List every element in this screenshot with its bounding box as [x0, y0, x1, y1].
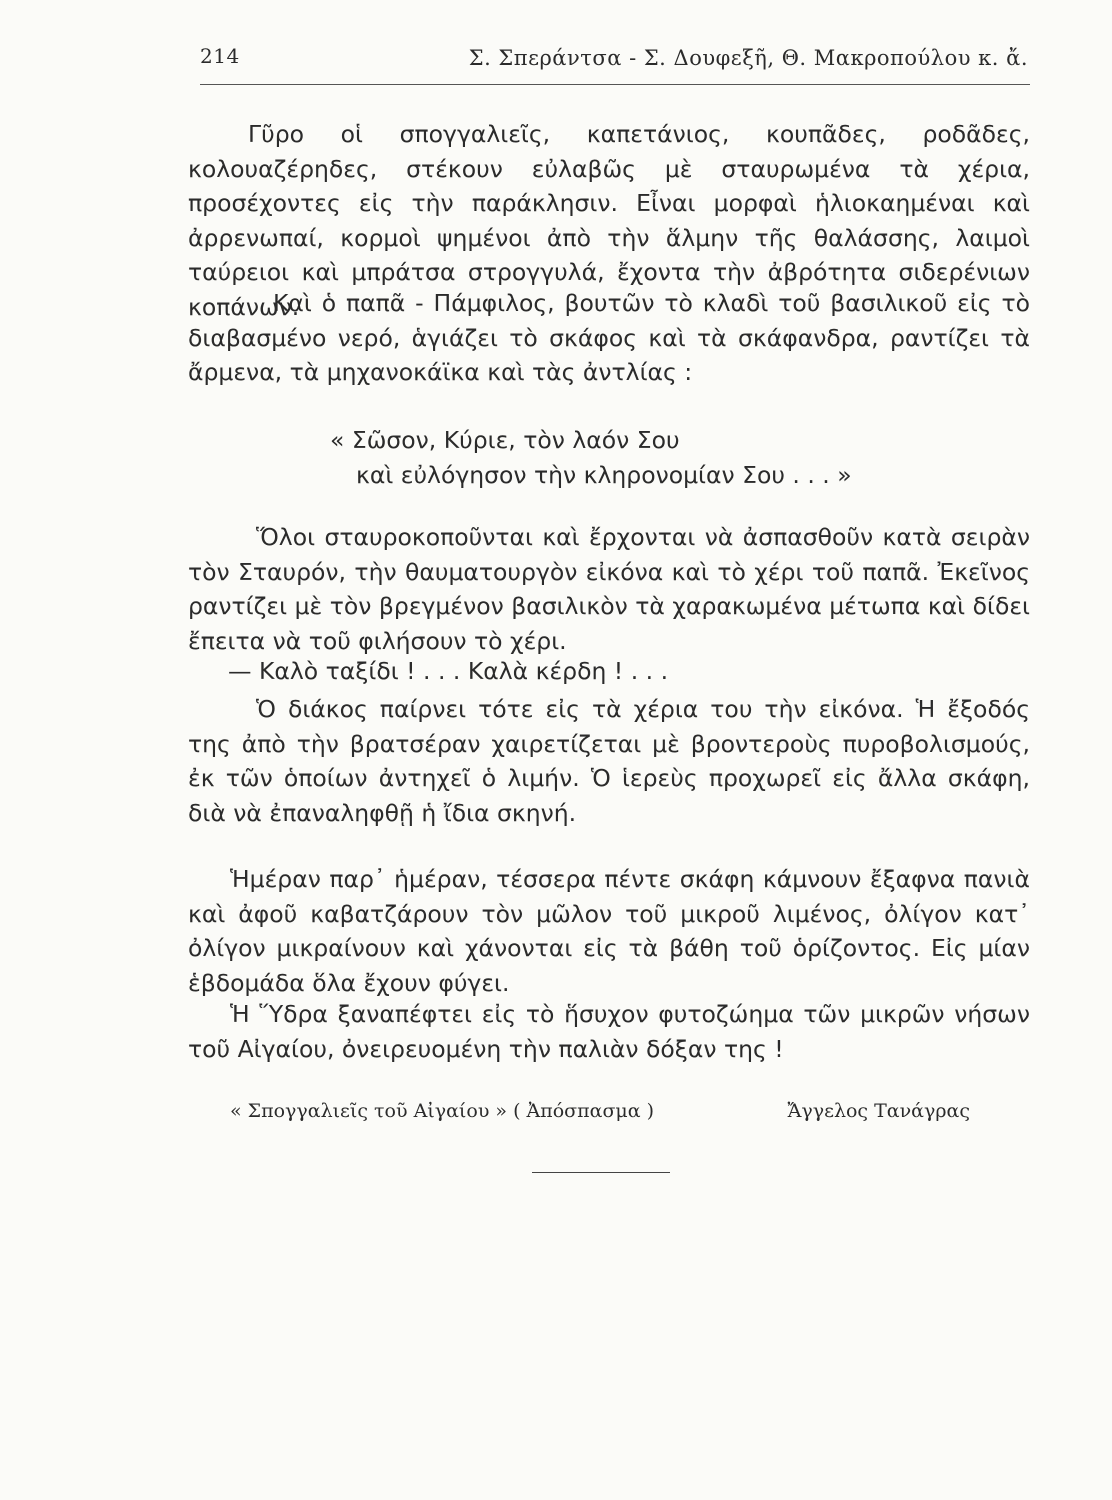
source-citation — [230, 1100, 970, 1134]
paragraph-departure: Ἡμέραν παρ᾿ ἡμέραν, τέσσερα πέντε σκάφη κάμνουν ἔξαφνα πανιὰ καὶ ἀφοῦ καβατζάρουν τὸν μῶλον τοῦ μικροῦ λιμένος, ὀλίγον κατ᾿ ὀλίγον μικραίνουν καὶ χάνονται εἰς τὰ βάθη τοῦ ὁρίζοντος. Εἰς μίαν ἑβδομάδα ὅλα ἔχουν φύγει. — [188, 865, 1030, 997]
paragraph-deacon: Ὁ διάκος παίρνει τότε εἰς τὰ χέρια του τὴν εἰκόνα. Ἡ ἔξοδός της ἀπὸ τὴν βρατσέραν χαιρετίζεται μὲ βροντεροὺς πυροβολισμούς, ἐκ τῶν ὁποίων ἀντηχεῖ ὁ λιμήν. Ὁ ἱερεὺς προχωρεῖ εἰς ἄλλα σκάφη, διὰ νὰ ἐπαναληφθῇ ἡ ἴδια σκηνή. — [188, 695, 1030, 827]
page-number: 214 — [200, 44, 240, 68]
verse-line-2: καὶ εὐλόγησον τὴν κληρονομίαν Σου . . . » — [356, 460, 852, 489]
paragraph-sponge-divers: Γῦρο οἱ σπογγαλιεῖς, καπετάνιος, κουπᾶδες, ροδᾶδες, κολουαζέρηδες, στέκουν εὐλαβῶς μὲ σταυρωμένα τὰ χέρια, προσέχοντες εἰς τὴν παράκλησιν. Εἶναι μορφαὶ ἡλιοκαημέναι καὶ ἀρρενωπαί, κορμοὶ ψημένοι ἀπὸ τὴν ἅλμην τῆς θαλάσσης, λαιμοὶ ταύρειοι καὶ μπράτσα στρογγυλά, ἔχοντα τὴν ἀβρότητα σιδερένιων κοπάνων. — [188, 120, 1030, 321]
source-author: Ἄγγελος Τανάγρας — [787, 1100, 970, 1122]
paragraph-blessing: Καὶ ὁ παπᾶ - Πάμφιλος, βουτῶν τὸ κλαδὶ τοῦ βασιλικοῦ εἰς τὸ διαβασμένο νερό, ἁγιάζει τὸ σκάφος καὶ τὰ σκάφανδρα, ραντίζει τὰ ἄρμενα, τὰ μηχανοκάϊκα καὶ τὰς ἀντλίας : — [188, 289, 1030, 386]
paragraph-crossing: Ὅλοι σταυροκοποῦνται καὶ ἔρχονται νὰ ἀσπασθοῦν κατὰ σειρὰν τὸν Σταυρόν, τὴν θαυματουργὸν εἰκόνα καὶ τὸ χέρι τοῦ παπᾶ. Ἐκεῖνος ραντίζει μὲ τὸν βρεγμένον βασιλικὸν τὰ χαρακωμένα μέτωπα καὶ δίδει ἔπειτα νὰ τοῦ φιλήσουν τὸ χέρι. — [188, 523, 1030, 655]
paragraph-hydra: Ἡ Ὕδρα ξαναπέφτει εἰς τὸ ἥσυχον φυτοζώημα τῶν μικρῶν νήσων τοῦ Αἰγαίου, ὀνειρευομένη τὴν παλιὰν δόξαν της ! — [188, 1000, 1030, 1063]
source-title: « Σπογγαλιεῖς τοῦ Αἰγαίου » ( Ἀπόσπασμα ) — [230, 1100, 655, 1122]
page-header — [200, 44, 1030, 85]
section-end-rule — [532, 1172, 670, 1173]
verse-line-1: « Σῶσον, Κύριε, τὸν λαόν Σου — [330, 426, 680, 454]
paragraph-farewell: — Καλὸ ταξίδι ! . . . Καλὰ κέρδη ! . . . — [228, 657, 669, 685]
running-head: Σ. Σπεράντσα - Σ. Δουφεξῆ, Θ. Μακροπούλου κ. ἄ. — [468, 46, 1028, 70]
prayer-verse — [330, 423, 852, 492]
